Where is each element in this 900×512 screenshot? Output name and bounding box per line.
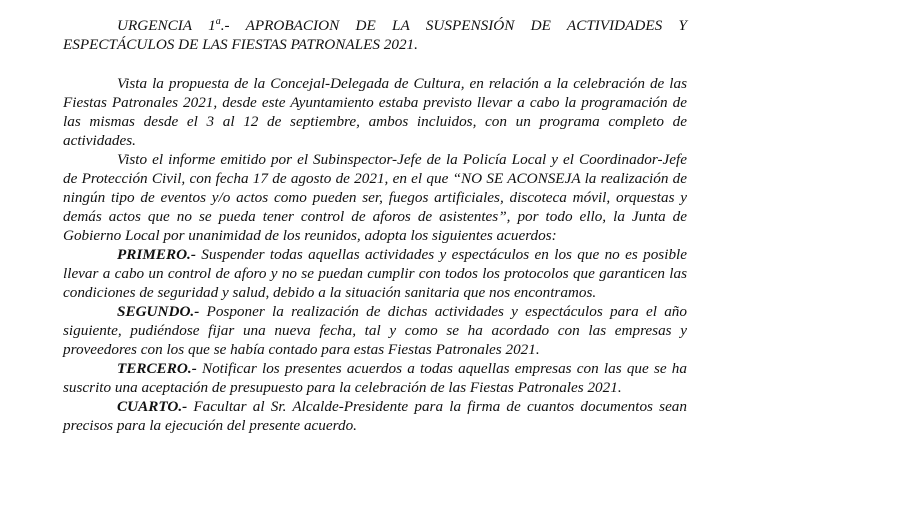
agreement-text: Facultar al Sr. Alcalde-Presidente para la firma de cuantos documentos sean precisos para la ejecución del presente acuerdo. <box>63 398 687 434</box>
agreement-segundo <box>63 302 687 359</box>
agreement-lead: TERCERO.- <box>117 360 197 377</box>
paragraph-proposal <box>63 74 687 150</box>
agreement-lead: CUARTO.- <box>117 398 188 415</box>
document-page <box>63 0 687 435</box>
agreement-text: Posponer la realización de dichas actividades y espectáculos para el año siguiente, pudiéndose fijar una nueva fecha, tal y como se ha acordado con las empresas y proveedores con los que se había contado para estas Fiestas Patronales 2021. <box>63 303 687 358</box>
document-title <box>63 16 687 54</box>
title-rest: .- APROBACION DE LA SUSPENSIÓN DE ACTIVIDADES Y ESPECTÁCULOS DE LAS FIESTAS PATRONALES 2021. <box>63 17 688 53</box>
paragraph-report <box>63 150 687 245</box>
agreement-lead: PRIMERO.- <box>117 246 196 263</box>
paragraph-text: Visto el informe emitido por el Subinspector-Jefe de la Policía Local y el Coordinador-Jefe de Protección Civil, con fecha 17 de agosto de 2021, en el que “NO SE ACONSEJA la realización de ningún tipo de eventos y/o actos como pueden ser, fuegos artificiales, discoteca móvil, orquestas y demás actos que no se pueda tener control de aforos de asistentes”, por todo ello, la Junta de Gobierno Local por unanimidad de los reunidos, adopta los siguientes acuerdos: <box>63 151 687 244</box>
agreement-cuarto <box>63 397 687 435</box>
paragraph-text: Vista la propuesta de la Concejal-Delegada de Cultura, en relación a la celebración de las Fiestas Patronales 2021, desde este Ayuntamiento estaba previsto llevar a cabo la programación de las mismas desde el 3 al 12 de septiembre, ambos incluidos, con un programa completo de actividades. <box>63 75 687 149</box>
title-superscript: a <box>215 15 221 27</box>
agreement-text: Suspender todas aquellas actividades y espectáculos en los que no es posible llevar a cabo un control de aforo y no se puedan cumplir con todos los protocolos que garanticen las condiciones de seguridad y salud, debido a la situación sanitaria que nos encontramos. <box>63 246 687 301</box>
agreement-primero <box>63 245 687 302</box>
agreement-text: Notificar los presentes acuerdos a todas aquellas empresas con las que se ha suscrito una aceptación de presupuesto para la celebración de las Fiestas Patronales 2021. <box>63 360 687 396</box>
title-prefix: URGENCIA 1 <box>117 17 216 34</box>
agreement-lead: SEGUNDO.- <box>117 303 200 320</box>
agreement-tercero <box>63 359 687 397</box>
